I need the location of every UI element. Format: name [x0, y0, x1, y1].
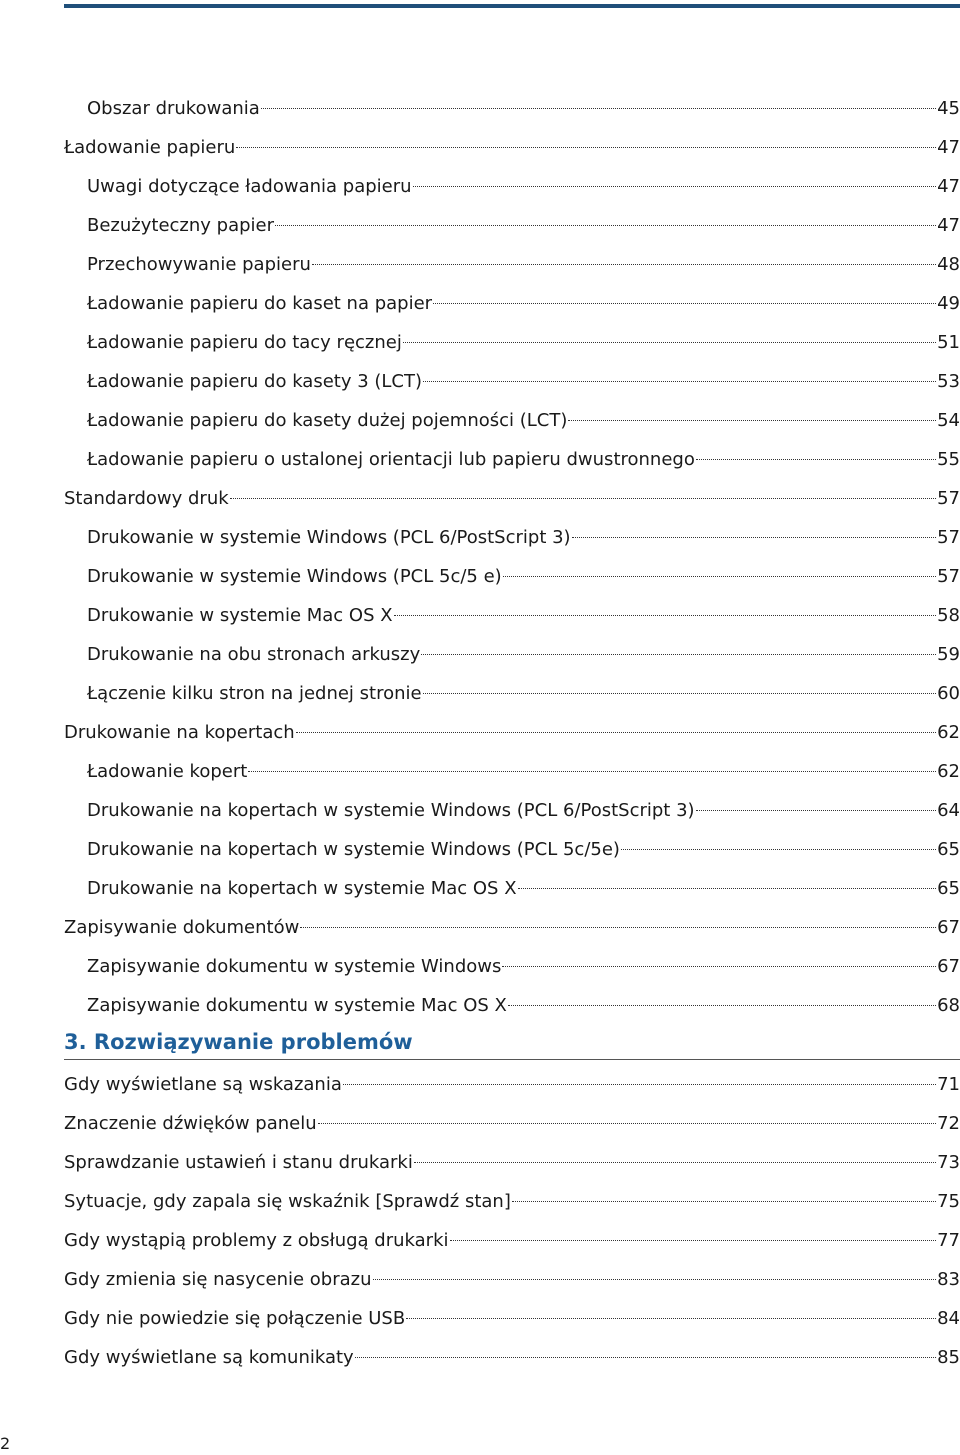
toc-entry-page: 71 [937, 1074, 960, 1095]
dot-leader [413, 186, 937, 187]
toc-entry-page: 54 [937, 410, 960, 431]
dot-leader [318, 1123, 936, 1124]
toc-entry-title: Drukowanie w systemie Mac OS X [87, 605, 393, 626]
toc-entry-title: Drukowanie na kopertach [64, 722, 295, 743]
toc-entry-page: 51 [937, 332, 960, 353]
toc-entry[interactable] [64, 913, 960, 943]
toc-entry-page: 58 [937, 605, 960, 626]
toc-entry-title: Standardowy druk [64, 488, 229, 509]
dot-leader [296, 732, 936, 733]
toc-entry[interactable] [64, 1226, 960, 1256]
toc-entry-page: 65 [937, 878, 960, 899]
toc-entry-title: Ładowanie kopert [87, 761, 248, 782]
toc-entry-page: 85 [937, 1347, 960, 1368]
dot-leader [343, 1084, 936, 1085]
toc-entry[interactable] [87, 94, 960, 124]
dot-leader [568, 420, 936, 421]
dot-leader [248, 771, 936, 772]
toc-entry-title: Gdy wyświetlane są komunikaty [64, 1347, 354, 1368]
toc-entry[interactable] [64, 484, 960, 514]
toc-entry-title: Bezużyteczny papier [87, 215, 274, 236]
toc-entry[interactable] [64, 1070, 960, 1100]
toc-entry-title: Gdy nie powiedzie się połączenie USB [64, 1308, 406, 1329]
toc-entry-title: Zapisywanie dokumentu w systemie Windows [87, 956, 502, 977]
toc-entry-title: Zapisywanie dokumentów [64, 917, 300, 938]
toc-entry-title: Ładowanie papieru do kasety 3 (LCT) [87, 371, 423, 392]
dot-leader [421, 654, 936, 655]
toc-entry[interactable] [87, 211, 960, 241]
dot-leader [696, 810, 937, 811]
toc-entry-title: Drukowanie na kopertach w systemie Windows (PCL 5c/5e) [87, 839, 620, 860]
toc-entry-title: Drukowanie w systemie Windows (PCL 6/PostScript 3) [87, 527, 571, 548]
dot-leader [230, 498, 936, 499]
toc-entry-page: 68 [937, 995, 960, 1016]
toc-entry[interactable] [87, 523, 960, 553]
dot-leader [403, 342, 936, 343]
dot-leader [312, 264, 936, 265]
toc-entry[interactable] [64, 1109, 960, 1139]
dot-leader [261, 108, 936, 109]
toc-entry[interactable] [87, 991, 960, 1021]
toc-entry-title: Łączenie kilku stron na jednej stronie [87, 683, 422, 704]
dot-leader [518, 888, 937, 889]
toc-entry-page: 47 [937, 137, 960, 158]
dot-leader [355, 1357, 936, 1358]
toc-entry-page: 62 [937, 722, 960, 743]
toc-entry[interactable] [87, 679, 960, 709]
dot-leader [414, 1162, 936, 1163]
toc-entry[interactable] [87, 640, 960, 670]
toc-entry[interactable] [87, 250, 960, 280]
toc-entry[interactable] [87, 328, 960, 358]
toc-entry-title: Drukowanie na kopertach w systemie Windows (PCL 6/PostScript 3) [87, 800, 695, 821]
dot-leader [512, 1201, 936, 1202]
toc-entry-page: 59 [937, 644, 960, 665]
toc-entry-page: 53 [937, 371, 960, 392]
toc-entry[interactable] [64, 1265, 960, 1295]
toc-entry-page: 77 [937, 1230, 960, 1251]
dot-leader [433, 303, 936, 304]
dot-leader [373, 1279, 937, 1280]
toc-entry-page: 75 [937, 1191, 960, 1212]
toc-entry-page: 57 [937, 566, 960, 587]
toc-entry-page: 67 [937, 917, 960, 938]
toc-entry-title: Ładowanie papieru [64, 137, 236, 158]
toc-entry[interactable] [64, 1343, 960, 1373]
toc-entry[interactable] [87, 445, 960, 475]
toc-entry-page: 47 [937, 176, 960, 197]
toc-entry[interactable] [64, 1304, 960, 1334]
toc-entry[interactable] [64, 1148, 960, 1178]
toc-entry-title: Znaczenie dźwięków panelu [64, 1113, 317, 1134]
toc-entry-title: Ładowanie papieru do kaset na papier [87, 293, 433, 314]
toc-entry-page: 47 [937, 215, 960, 236]
dot-leader [423, 381, 936, 382]
toc-entry-title: Przechowywanie papieru [87, 254, 311, 275]
toc-entry-title: Uwagi dotyczące ładowania papieru [87, 176, 412, 197]
toc-entry-title: Obszar drukowania [87, 98, 260, 119]
dot-leader [394, 615, 937, 616]
dot-leader [450, 1240, 937, 1241]
dot-leader [300, 927, 936, 928]
toc-entry[interactable] [87, 406, 960, 436]
toc-entry-page: 67 [937, 956, 960, 977]
dot-leader [502, 966, 936, 967]
toc-entry-page: 73 [937, 1152, 960, 1173]
toc-entry[interactable] [87, 601, 960, 631]
toc-entry-page: 48 [937, 254, 960, 275]
toc-entry[interactable] [87, 367, 960, 397]
toc-entry[interactable] [64, 718, 960, 748]
top-rule [64, 4, 960, 8]
toc-entry-page: 60 [937, 683, 960, 704]
toc-entry-page: 64 [937, 800, 960, 821]
toc-entry[interactable] [87, 835, 960, 865]
toc-entry-page: 57 [937, 527, 960, 548]
toc-entry-page: 65 [937, 839, 960, 860]
toc-entry-page: 45 [937, 98, 960, 119]
toc-entry-page: 84 [937, 1308, 960, 1329]
toc-entry[interactable] [87, 874, 960, 904]
toc-entry[interactable] [87, 796, 960, 826]
dot-leader [696, 459, 936, 460]
dot-leader [621, 849, 936, 850]
toc-entry-title: Gdy wyświetlane są wskazania [64, 1074, 342, 1095]
chapter-heading: 3. Rozwiązywanie problemów [64, 1025, 960, 1060]
dot-leader [236, 147, 936, 148]
page-number: 2 [0, 1434, 11, 1453]
toc-entry[interactable] [64, 1187, 960, 1217]
toc-entry-title: Drukowanie w systemie Windows (PCL 5c/5 e) [87, 566, 502, 587]
dot-leader [503, 576, 936, 577]
toc-entry-title: Sytuacje, gdy zapala się wskaźnik [Sprawdź stan] [64, 1191, 511, 1212]
toc-entry-title: Zapisywanie dokumentu w systemie Mac OS X [87, 995, 507, 1016]
toc-entry[interactable] [64, 133, 960, 163]
toc-entry[interactable] [87, 172, 960, 202]
toc-entry-page: 49 [937, 293, 960, 314]
toc-entry-title: Ładowanie papieru do kasety dużej pojemności (LCT) [87, 410, 568, 431]
toc-entry-title: Gdy zmienia się nasycenie obrazu [64, 1269, 372, 1290]
dot-leader [275, 225, 936, 226]
toc-entry-title: Gdy wystąpią problemy z obsługą drukarki [64, 1230, 449, 1251]
toc-entry-title: Drukowanie na obu stronach arkuszy [87, 644, 421, 665]
toc-entry-title: Drukowanie na kopertach w systemie Mac OS X [87, 878, 517, 899]
toc-entry[interactable] [87, 952, 960, 982]
toc-entry-title: Ładowanie papieru o ustalonej orientacji lub papieru dwustronnego [87, 449, 695, 470]
toc-entry-page: 55 [937, 449, 960, 470]
toc-entry[interactable] [87, 757, 960, 787]
toc-entry[interactable] [87, 289, 960, 319]
toc-entry-page: 62 [937, 761, 960, 782]
dot-leader [423, 693, 937, 694]
toc-entry-page: 83 [937, 1269, 960, 1290]
toc-entry-title: Sprawdzanie ustawień i stanu drukarki [64, 1152, 413, 1173]
toc-entry[interactable] [87, 562, 960, 592]
dot-leader [508, 1005, 936, 1006]
toc-entry-page: 57 [937, 488, 960, 509]
dot-leader [572, 537, 937, 538]
toc-entry-title: Ładowanie papieru do tacy ręcznej [87, 332, 402, 353]
dot-leader [406, 1318, 936, 1319]
toc-entry-page: 72 [937, 1113, 960, 1134]
